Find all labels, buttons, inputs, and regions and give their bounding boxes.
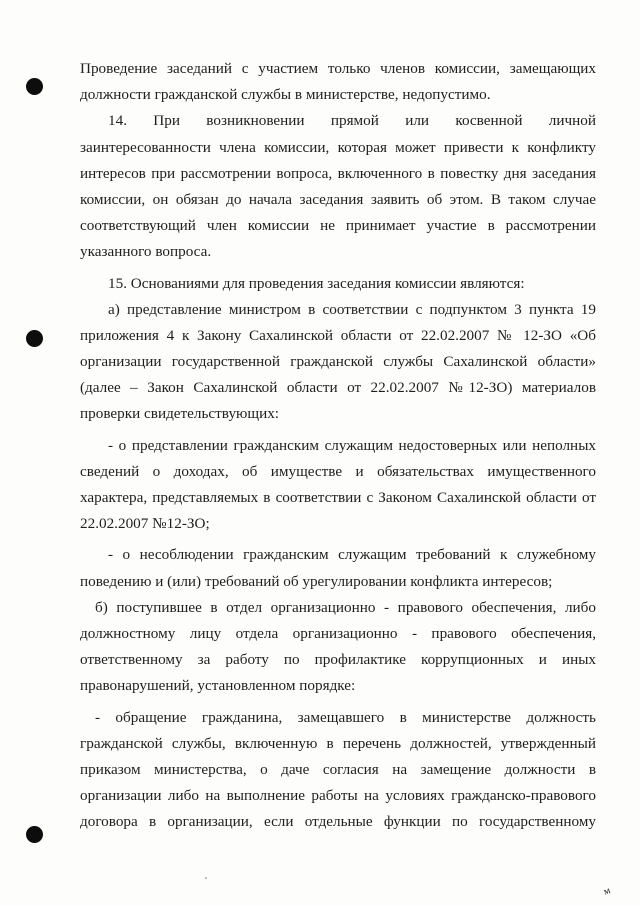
text-line: организации либо на выполнение работы на условиях гражданско-правового — [80, 787, 596, 805]
text-line: Проведение заседаний с участием только членов комиссии, замещающих — [80, 60, 596, 77]
text-line: - обращение гражданина, замещавшего в министерстве должность — [95, 708, 596, 726]
scan-speck — [205, 877, 207, 879]
text-line: 22.02.2007 №12-ЗО; — [80, 515, 210, 533]
text-line: поведению и (или) требований об урегулировании конфликта интересов; — [80, 572, 553, 590]
text-line: указанного вопроса. — [80, 243, 212, 261]
text-line: - о представлении гражданским служащим недостоверных или неполных — [108, 436, 596, 454]
text-line: сведений о доходах, об имуществе и обязательствах имущественного — [80, 462, 596, 480]
text-line: интересов при рассмотрении вопроса, включенного в повестку дня заседания — [80, 164, 596, 182]
text-line: (далее – Закон Сахалинской области от 22.02.2007 №12-ЗО) материалов — [80, 379, 596, 397]
text-line: 15. Основаниями для проведения заседания комиссии являются: — [108, 274, 525, 292]
text-line: ответственному за работу по профилактике коррупционных и иных — [80, 651, 596, 669]
text-line: должности гражданской службы в министерстве, недопустимо. — [80, 86, 491, 104]
text-line: комиссии, он обязан до начала заседания заявить об этом. В таком случае — [80, 190, 596, 208]
text-line: соответствующий член комиссии не принимает участие в рассмотрении — [80, 217, 596, 235]
text-line: 14. При возникновении прямой или косвенной личной — [108, 112, 596, 130]
text-line: б) поступившее в отдел организационно - правового обеспечения, либо — [95, 598, 596, 616]
text-line: заинтересованности члена комиссии, которая может привести к конфликту — [80, 138, 596, 156]
text-line: а) представление министром в соответствии с подпунктом 3 пункта 19 — [108, 300, 596, 318]
text-line: правонарушений, установленном порядке: — [80, 677, 356, 695]
text-line: договора в организации, если отдельные функции по государственному — [80, 813, 596, 831]
punch-hole — [26, 826, 43, 843]
text-line: должностному лицу отдела организационно - правового обеспечения, — [80, 624, 596, 642]
text-line: - о несоблюдении гражданским служащим требований к служебному — [108, 546, 596, 564]
document-body — [80, 56, 596, 835]
text-line: характера, представляемых в соответствии с Законом Сахалинской области от — [80, 489, 596, 506]
text-line: приложения 4 к Закону Сахалинской области от 22.02.2007 № 12-ЗО «Об — [80, 326, 596, 344]
punch-hole — [26, 78, 43, 95]
corner-mark: м — [601, 885, 612, 898]
text-line: организации государственной гражданской службы Сахалинской области» — [80, 353, 596, 371]
text-line: гражданской службы, включенную в перечень должностей, утвержденный — [80, 734, 596, 752]
text-line: проверки свидетельствующих: — [80, 405, 280, 423]
punch-hole — [26, 330, 43, 347]
text-line: приказом министерства, о даче согласия на замещение должности в — [80, 760, 596, 778]
